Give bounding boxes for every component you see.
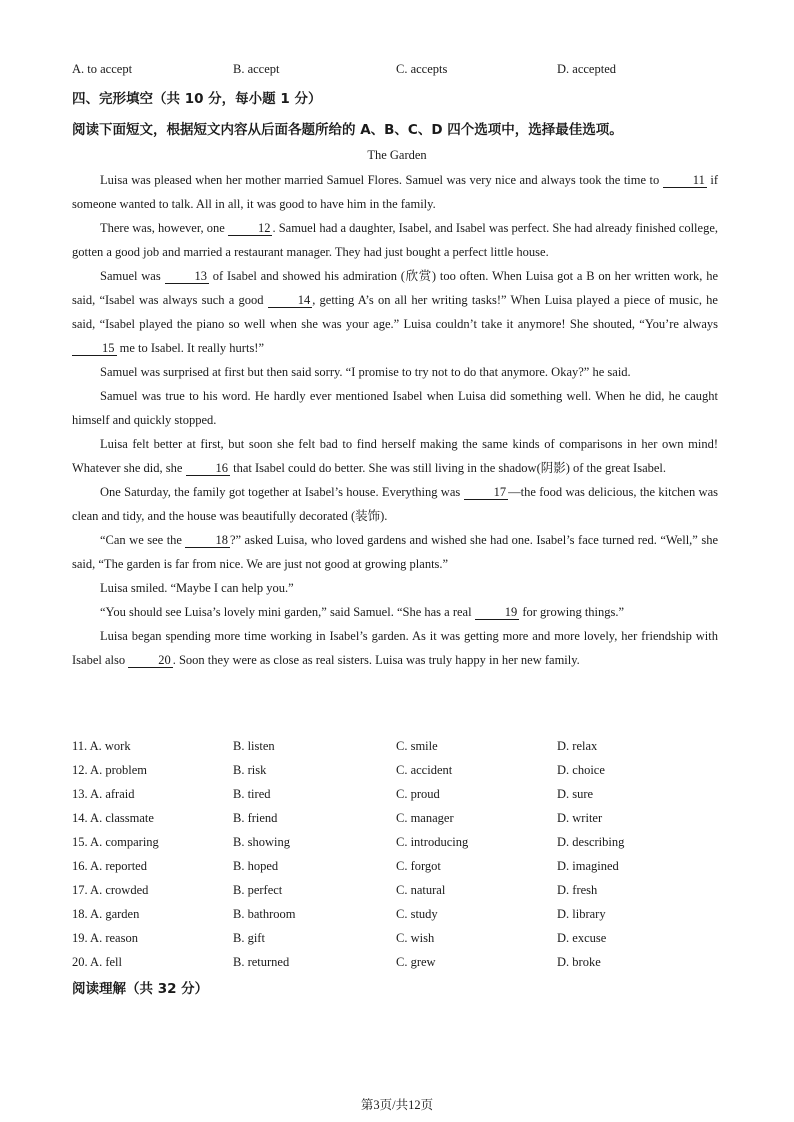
blank-number: 14 — [268, 293, 313, 308]
passage-text: —the food was delicious, the kitchen was clean and tidy, and the house was beautifully decorated (装饰). — [72, 485, 718, 523]
passage-paragraph — [72, 264, 718, 360]
option-c: C. accepts — [396, 62, 448, 76]
passage-text: ?” asked Luisa, who loved gardens and wished she had one. Isabel’s face turned red. “Well,” she said, “The garden is far from nice. We are just not good at growing plants.” — [72, 533, 718, 571]
passage-text: Samuel was surprised at first but then said sorry. “I promise to try not to do that anymore. Okay?” he said. — [100, 365, 631, 379]
passage-text: , getting A’s on all her writing tasks!” When Luisa played a piece of music, he said, “Isabel played the piano so well when she was your age.” Luisa couldn’t take it anymore! She shouted, “You’re always — [72, 293, 718, 331]
option-c: C. manager — [396, 811, 454, 825]
question-row — [72, 763, 732, 785]
blank-number: 12 — [228, 221, 273, 236]
option-d: D. broke — [557, 955, 601, 969]
option-c: C. forgot — [396, 859, 441, 873]
option-c: C. introducing — [396, 835, 469, 849]
option-a: 14. A. classmate — [72, 811, 154, 825]
passage-text: me to Isabel. It really hurts!” — [116, 341, 265, 355]
option-c: C. smile — [396, 739, 438, 753]
passage-paragraph — [72, 360, 718, 384]
passage-paragraph — [72, 384, 718, 432]
passage-text: “Can we see the — [100, 533, 186, 547]
question-row — [72, 739, 732, 761]
passage-text: if someone wanted to talk. All in all, it was good to have him in the family. — [72, 173, 718, 211]
question-row — [72, 955, 732, 977]
passage-title: The Garden — [367, 148, 427, 162]
option-c: C. natural — [396, 883, 446, 897]
option-b: B. bathroom — [233, 907, 296, 921]
option-d: D. fresh — [557, 883, 598, 897]
question-row — [72, 859, 732, 881]
question-row — [72, 907, 732, 929]
blank-number: 19 — [475, 605, 520, 620]
option-a: 16. A. reported — [72, 859, 147, 873]
passage-text: that Isabel could do better. She was still living in the shadow(阴影) of the great Isabel. — [230, 461, 667, 475]
previous-question-options — [72, 62, 732, 84]
question-row — [72, 931, 732, 953]
passage-text: Luisa was pleased when her mother married Samuel Flores. Samuel was very nice and always took the time to — [100, 173, 663, 187]
blank-number: 13 — [165, 269, 210, 284]
question-row — [72, 811, 732, 833]
passage-text: There was, however, one — [100, 221, 228, 235]
option-d: D. relax — [557, 739, 598, 753]
option-c: C. wish — [396, 931, 435, 945]
option-d: D. imagined — [557, 859, 619, 873]
passage-text: Samuel was true to his word. He hardly ever mentioned Isabel when Luisa did something well. When he did, he caught himself and quickly stopped. — [72, 389, 718, 427]
option-d: D. writer — [557, 811, 603, 825]
passage-paragraph — [72, 576, 718, 600]
page-footer: 第3页/共12页 — [360, 1098, 434, 1112]
passage-text: Luisa began spending more time working in Isabel’s garden. As it was getting more and more lovely, her friendship with Isabel also — [72, 629, 718, 667]
passage-paragraph — [72, 432, 718, 480]
passage-text: “You should see Luisa’s lovely mini garden,” said Samuel. “She has a real — [100, 605, 475, 619]
blank-number: 20 — [128, 653, 173, 668]
option-c: C. accident — [396, 763, 453, 777]
option-b: B. perfect — [233, 883, 283, 897]
passage-paragraph — [72, 600, 718, 624]
option-a: 19. A. reason — [72, 931, 138, 945]
option-b: B. listen — [233, 739, 275, 753]
passage-paragraph — [72, 216, 718, 264]
passage-text: for growing things.” — [519, 605, 625, 619]
option-a: 11. A. work — [72, 739, 131, 753]
next-section-heading: 阅读理解（共 32 分） — [72, 981, 209, 997]
option-a: 17. A. crowded — [72, 883, 149, 897]
question-row — [72, 883, 732, 905]
question-row — [72, 835, 732, 857]
option-d: D. library — [557, 907, 606, 921]
question-row — [72, 787, 732, 809]
instruction: 阅读下面短文，根据短文内容从后面各题所给的 A、B、C、D 四个选项中，选择最佳选项。 — [72, 122, 623, 138]
blank-number: 16 — [186, 461, 231, 476]
option-b: B. risk — [233, 763, 267, 777]
option-a: 13. A. afraid — [72, 787, 135, 801]
option-b: B. friend — [233, 811, 278, 825]
option-b: B. showing — [233, 835, 290, 849]
passage-text: Luisa smiled. “Maybe I can help you.” — [100, 581, 294, 595]
option-a: 12. A. problem — [72, 763, 147, 777]
blank-number: 18 — [185, 533, 230, 548]
passage-text: of Isabel and showed his admiration (欣赏) too often. When Luisa got a B on her written work, he said, “Isabel was always such a good — [72, 269, 718, 307]
option-a: 18. A. garden — [72, 907, 140, 921]
option-b: B. accept — [233, 62, 280, 76]
option-c: C. study — [396, 907, 438, 921]
blank-number: 11 — [663, 173, 707, 188]
passage-text: . Samuel had a daughter, Isabel, and Isabel was perfect. She had already finished college, gotten a good job and married a restaurant manager. They had just bought a perfect little house. — [72, 221, 718, 259]
option-c: C. proud — [396, 787, 440, 801]
blank-number: 15 — [72, 341, 117, 356]
option-b: B. returned — [233, 955, 290, 969]
option-b: B. tired — [233, 787, 271, 801]
option-a: 15. A. comparing — [72, 835, 159, 849]
option-b: B. hoped — [233, 859, 279, 873]
passage-text: One Saturday, the family got together at Isabel’s house. Everything was — [100, 485, 464, 499]
passage-text: Samuel was — [100, 269, 165, 283]
option-d: D. describing — [557, 835, 625, 849]
passage-paragraph — [72, 168, 718, 216]
option-a: A. to accept — [72, 62, 133, 76]
option-d: D. accepted — [557, 62, 616, 76]
option-b: B. gift — [233, 931, 265, 945]
section-heading: 四、完形填空（共 10 分，每小题 1 分） — [72, 91, 322, 107]
blank-number: 17 — [464, 485, 509, 500]
passage-paragraph — [72, 624, 718, 672]
option-d: D. sure — [557, 787, 594, 801]
passage-paragraph — [72, 480, 718, 528]
passage-text: Luisa felt better at first, but soon she felt bad to find herself making the same kinds of comparisons in her own mind! Whatever she did, she — [72, 437, 718, 475]
option-d: D. choice — [557, 763, 605, 777]
option-d: D. excuse — [557, 931, 607, 945]
option-c: C. grew — [396, 955, 436, 969]
option-a: 20. A. fell — [72, 955, 122, 969]
passage-paragraph — [72, 528, 718, 576]
passage — [72, 168, 718, 672]
passage-text: . Soon they were as close as real sisters. Luisa was truly happy in her new family. — [172, 653, 580, 667]
